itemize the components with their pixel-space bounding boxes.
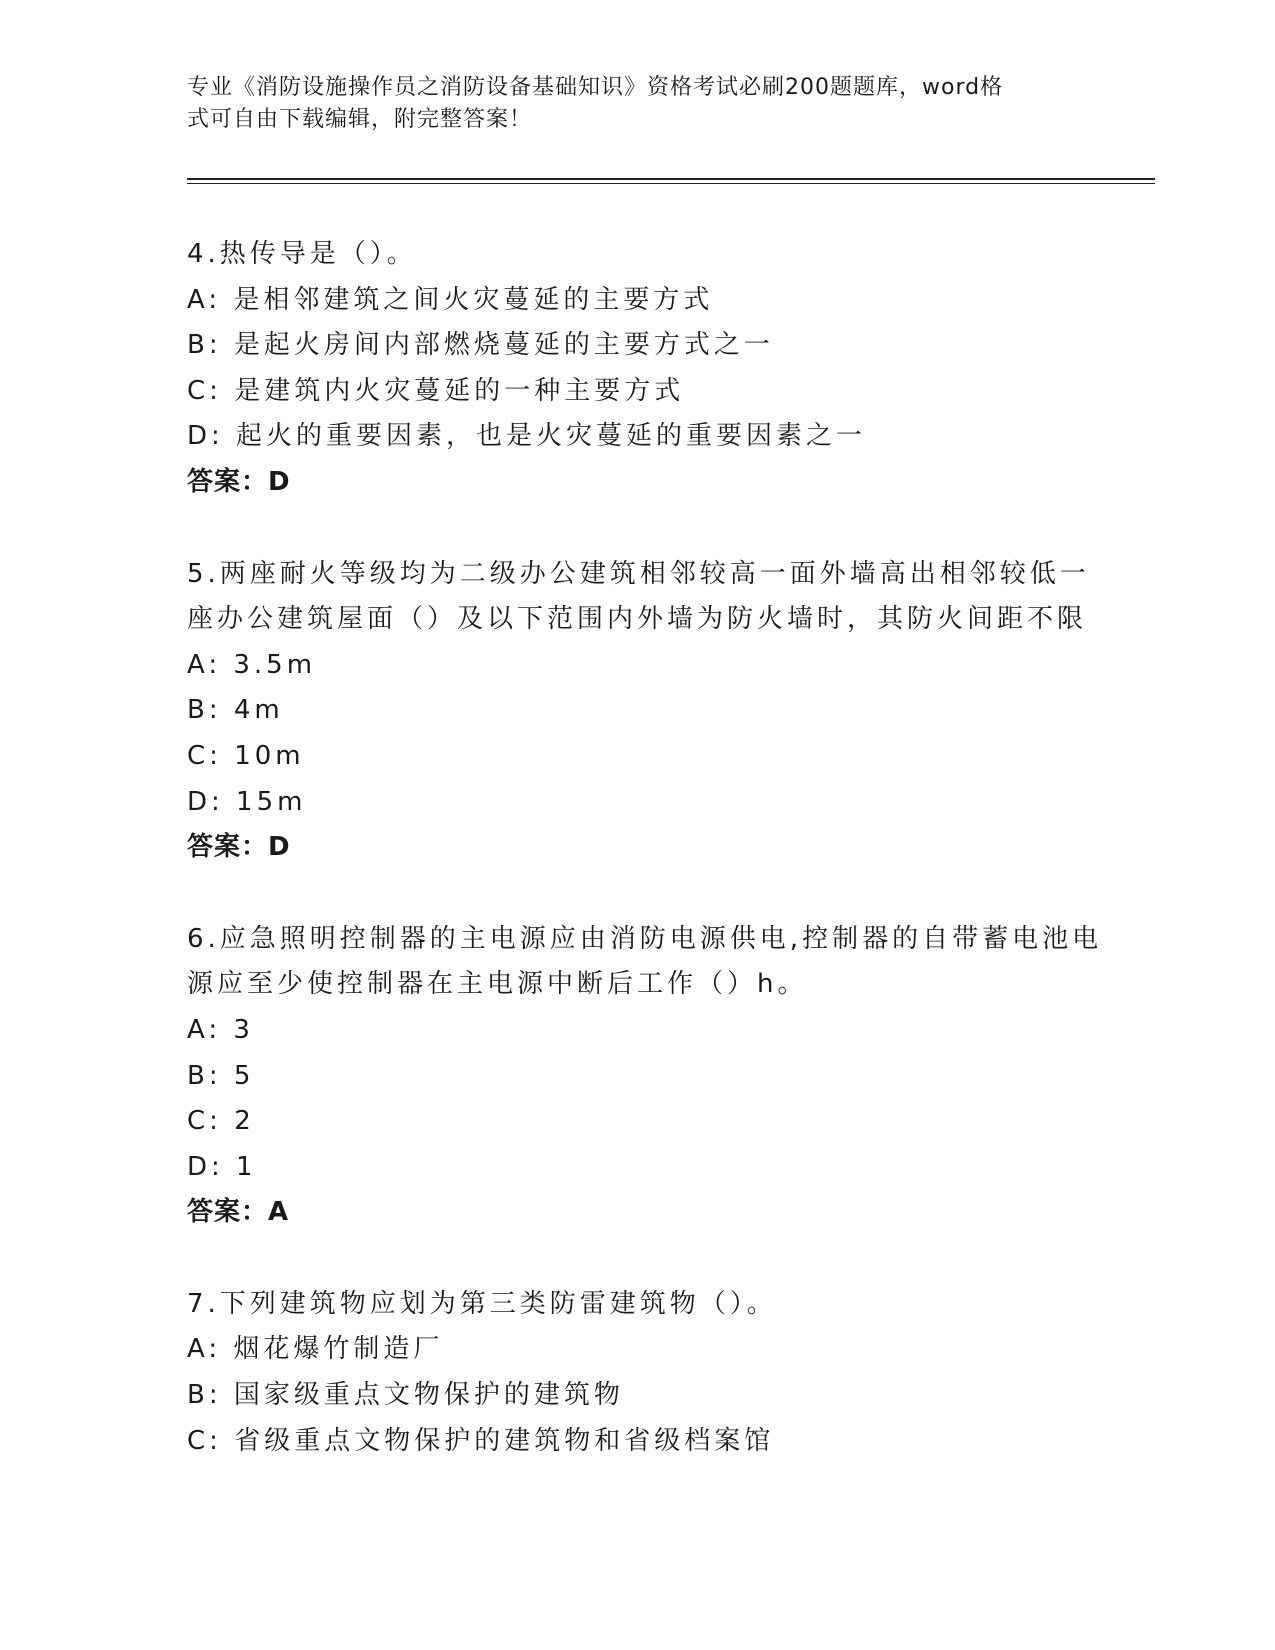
option-row [187, 1327, 1087, 1373]
question-block [187, 1282, 1087, 1464]
option-row [187, 369, 1087, 415]
question-stem: 座办公建筑屋面（）及以下范围内外墙为防火墙时，其防火间距不限 [187, 604, 1088, 635]
option-text: 3 [233, 1014, 254, 1045]
option-row [187, 1054, 1087, 1100]
question-stem: 7.下列建筑物应划为第三类防雷建筑物（）。 [187, 1288, 777, 1319]
header-divider-thin [187, 183, 1155, 184]
option-text: 10m [234, 740, 305, 771]
option-text: 1 [236, 1151, 257, 1182]
header-divider-thick [187, 178, 1155, 180]
option-row [187, 688, 1087, 734]
option-letter: C: [187, 740, 222, 771]
header-line-1: 专业《消防设施操作员之消防设备基础知识》资格考试必刷200题题库，word格 [187, 75, 1004, 100]
option-row [187, 1373, 1087, 1419]
question-block [187, 232, 1087, 506]
option-text: 烟花爆竹制造厂 [233, 1334, 444, 1365]
document-header [187, 72, 1087, 136]
option-letter: C: [187, 375, 222, 406]
option-letter: C: [187, 1106, 222, 1137]
option-letter: A: [187, 649, 222, 680]
option-letter: A: [187, 1014, 222, 1045]
question-list [187, 232, 1103, 1510]
option-letter: D: [187, 1151, 224, 1182]
question-block [187, 917, 1103, 1236]
option-row [187, 414, 1087, 460]
option-text: 5 [233, 1060, 255, 1091]
header-line-2: 式可自由下载编辑，附完整答案！ [187, 107, 533, 132]
option-text: 3.5m [233, 649, 317, 680]
option-letter: B: [187, 1380, 222, 1411]
option-letter: A: [187, 1334, 222, 1365]
option-row [187, 1419, 1087, 1465]
option-letter: A: [187, 284, 222, 315]
answer-line: 答案：D [187, 832, 291, 863]
option-text: 4m [233, 695, 284, 726]
option-row [187, 643, 1087, 689]
answer-line: 答案：D [187, 466, 291, 497]
question-stem: 6.应急照明控制器的主电源应由消防电源供电,控制器的自带蓄电池电 [187, 923, 1103, 954]
option-row [187, 278, 1087, 324]
option-text: 15m [236, 786, 307, 817]
option-text: 2 [234, 1106, 255, 1137]
option-row [187, 780, 1087, 826]
option-row [187, 323, 1087, 369]
option-letter: B: [187, 695, 222, 726]
option-row [187, 1008, 1087, 1054]
question-stem: 源应至少使控制器在主电源中断后工作（）h。 [187, 969, 808, 1000]
option-row [187, 1145, 1087, 1191]
option-letter: B: [187, 330, 222, 361]
answer-line: 答案：A [187, 1197, 290, 1228]
option-letter: D: [187, 421, 224, 452]
option-text: 国家级重点文物保护的建筑物 [233, 1380, 624, 1411]
option-row [187, 1099, 1087, 1145]
option-row [187, 734, 1087, 780]
option-text: 是相邻建筑之间火灾蔓延的主要方式 [233, 284, 714, 315]
option-text: 是建筑内火灾蔓延的一种主要方式 [234, 375, 685, 406]
option-letter: C: [187, 1425, 222, 1456]
question-stem: 5.两座耐火等级均为二级办公建筑相邻较高一面外墙高出相邻较低一 [187, 558, 1090, 589]
option-text: 是起火房间内部燃烧蔓延的主要方式之一 [233, 330, 774, 361]
option-text: 起火的重要因素，也是火灾蔓延的重要因素之一 [236, 421, 867, 452]
question-stem: 4.热传导是（）。 [187, 239, 417, 269]
question-block [187, 552, 1090, 871]
option-text: 省级重点文物保护的建筑物和省级档案馆 [234, 1425, 775, 1456]
option-letter: B: [187, 1060, 222, 1091]
option-letter: D: [187, 786, 224, 817]
